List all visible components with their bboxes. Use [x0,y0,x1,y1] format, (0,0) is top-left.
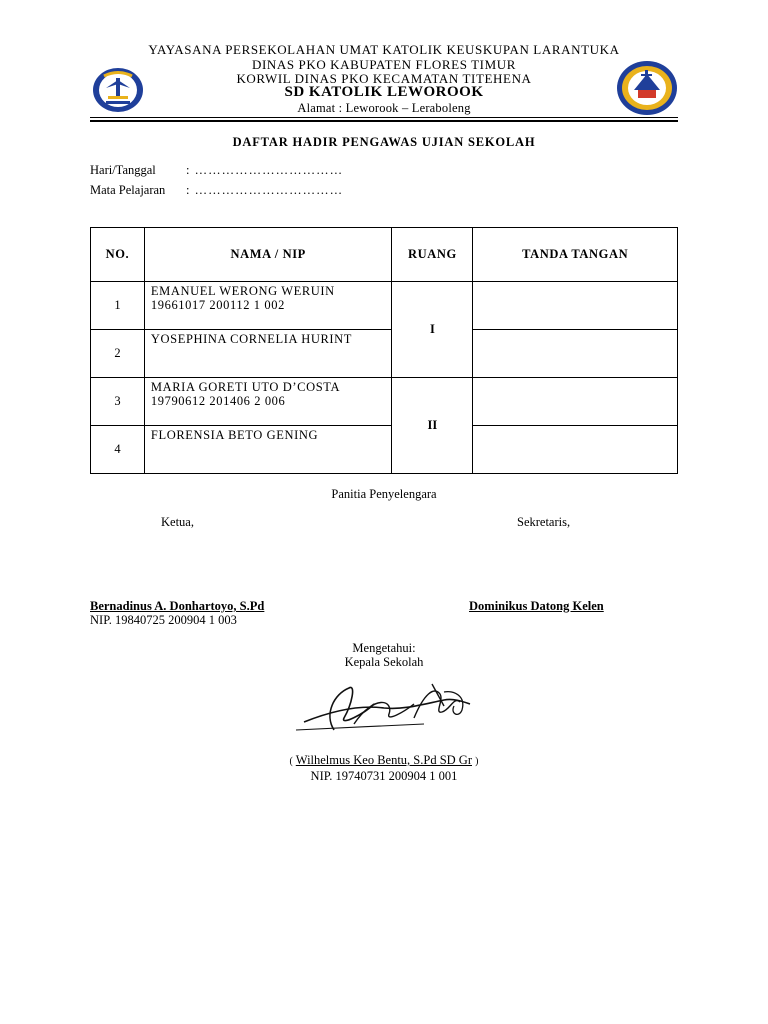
row-number: 2 [91,330,145,378]
header-divider-thin [90,117,678,118]
header-room: RUANG [392,228,473,282]
row-name: YOSEPHINA CORNELIA HURINT [150,332,353,346]
principal-signature [294,674,480,743]
field-date-label: Hari/Tanggal [90,163,156,177]
document-title: DAFTAR HADIR PENGAWAS UJIAN SEKOLAH [232,135,536,149]
attendance-table [90,227,678,474]
signature-cell [473,330,678,378]
chair-nip: NIP. 19840725 200904 1 003 [90,613,237,627]
principal-role: Kepala Sekolah [344,655,424,669]
school-name: SD KATOLIK LEWOROOK [284,84,484,100]
header-regency-line: DINAS PKO KABUPATEN FLORES TIMUR [251,57,517,72]
school-emblem-logo [616,60,678,121]
chair-label: Ketua, [161,515,194,529]
row-name-cell [144,330,392,378]
field-subject [90,183,343,198]
header-divider-thick [90,120,678,122]
secretary-label: Sekretaris, [517,515,571,529]
header-name-nip: NAMA / NIP [144,228,392,282]
row-name: EMANUEL WERONG WERUIN [150,284,335,298]
paren-close: ) [475,756,479,767]
signature-cell [473,378,678,426]
field-subject-label: Mata Pelajaran [90,183,166,197]
header-foundation-line: YAYASANA PERSEKOLAHAN UMAT KATOLIK KEUSKUPAN LARANTUKA [148,42,620,57]
table-row [91,330,678,378]
row-name-cell [144,426,392,474]
paren-open: ( [289,756,293,767]
row-number: 4 [91,426,145,474]
room-cell: II [392,378,473,474]
table-row [91,378,678,426]
row-name: FLORENSIA BETO GENING [150,428,319,442]
field-subject-value: : …………………………… [186,183,344,197]
tut-wuri-handayani-logo [92,66,144,119]
table-row [91,282,678,330]
row-name-cell [144,378,392,426]
row-nip: 19790612 201406 2 006 [150,394,286,408]
header-district-line: KORWIL DINAS PKO KECAMATAN TITEHENA [236,71,532,86]
principal-name: Wilhelmus Keo Bentu, S.Pd SD Gr [295,753,472,767]
acknowledge-label: Mengetahui: [352,641,416,655]
principal-nip: NIP. 19740731 200904 1 001 [310,769,458,783]
row-number: 3 [91,378,145,426]
secretary-name: Dominikus Datong Kelen [469,599,604,613]
table-row [91,426,678,474]
row-name: MARIA GORETI UTO D’COSTA [150,380,341,394]
signature-cell [473,282,678,330]
school-address: Alamat : Leworook – Leraboleng [297,101,471,115]
principal-name-line [0,753,768,768]
header-no: NO. [91,228,145,282]
field-date [90,163,343,178]
field-date-value: : …………………………… [186,163,344,177]
chair-name: Bernadinus A. Donhartoyo, S.Pd [90,599,265,613]
row-nip: 19661017 200112 1 002 [150,298,285,312]
header-signature: TANDA TANGAN [473,228,678,282]
committee-title: Panitia Penyelengara [331,487,437,501]
signature-cell [473,426,678,474]
row-number: 1 [91,282,145,330]
room-cell: I [392,282,473,378]
table-header-row [91,228,678,282]
row-name-cell [144,282,392,330]
